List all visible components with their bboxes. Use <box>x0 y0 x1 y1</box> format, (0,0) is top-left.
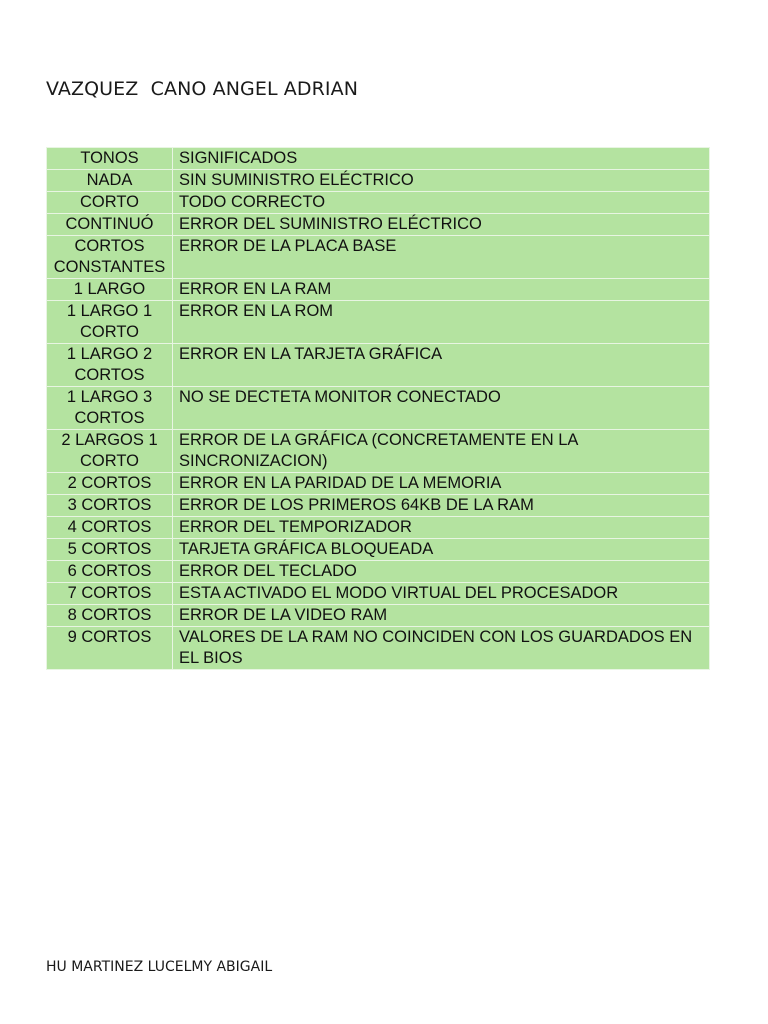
table-row <box>47 387 710 430</box>
tone-cell: 6 CORTOS <box>47 561 173 583</box>
table-row <box>47 301 710 344</box>
table-row <box>47 279 710 301</box>
tone-cell: 4 CORTOS <box>47 517 173 539</box>
meaning-cell: ESTA ACTIVADO EL MODO VIRTUAL DEL PROCESADOR <box>173 583 710 605</box>
table-row <box>47 561 710 583</box>
table-header-row <box>47 148 710 170</box>
header-significados: SIGNIFICADOS <box>173 148 710 170</box>
meaning-cell: ERROR DE LOS PRIMEROS 64KB DE LA RAM <box>173 495 710 517</box>
tone-cell: CORTO <box>47 192 173 214</box>
meaning-cell: ERROR EN LA ROM <box>173 301 710 344</box>
meaning-cell: TODO CORRECTO <box>173 192 710 214</box>
table-row <box>47 473 710 495</box>
meaning-cell: ERROR DEL SUMINISTRO ELÉCTRICO <box>173 214 710 236</box>
document-footer: HU MARTINEZ LUCELMY ABIGAIL <box>46 959 273 975</box>
table-row <box>47 495 710 517</box>
meaning-cell: ERROR DE LA PLACA BASE <box>173 236 710 279</box>
table-row <box>47 170 710 192</box>
meaning-cell: TARJETA GRÁFICA BLOQUEADA <box>173 539 710 561</box>
tone-cell: 1 LARGO 1 CORTO <box>47 301 173 344</box>
tone-cell: 1 LARGO <box>47 279 173 301</box>
tone-cell: 1 LARGO 2 CORTOS <box>47 344 173 387</box>
table-row <box>47 192 710 214</box>
tone-cell: 2 CORTOS <box>47 473 173 495</box>
table-row <box>47 214 710 236</box>
meaning-cell: ERROR DEL TEMPORIZADOR <box>173 517 710 539</box>
table-row <box>47 605 710 627</box>
table-row <box>47 430 710 473</box>
meaning-cell: ERROR DE LA VIDEO RAM <box>173 605 710 627</box>
tone-cell: 8 CORTOS <box>47 605 173 627</box>
meaning-cell: VALORES DE LA RAM NO COINCIDEN CON LOS GUARDADOS EN EL BIOS <box>173 627 710 670</box>
meaning-cell: ERROR EN LA TARJETA GRÁFICA <box>173 344 710 387</box>
table-row <box>47 539 710 561</box>
beep-codes-table-body <box>47 148 710 670</box>
table-row <box>47 236 710 279</box>
tone-cell: 2 LARGOS 1 CORTO <box>47 430 173 473</box>
meaning-cell: ERROR EN LA PARIDAD DE LA MEMORIA <box>173 473 710 495</box>
meaning-cell: ERROR DE LA GRÁFICA (CONCRETAMENTE EN LA SINCRONIZACION) <box>173 430 710 473</box>
tone-cell: 1 LARGO 3 CORTOS <box>47 387 173 430</box>
table-row <box>47 627 710 670</box>
table-row <box>47 344 710 387</box>
meaning-cell: NO SE DECTETA MONITOR CONECTADO <box>173 387 710 430</box>
header-tones: TONOS <box>47 148 173 170</box>
tone-cell: NADA <box>47 170 173 192</box>
document-title: VAZQUEZ CANO ANGEL ADRIAN <box>46 78 359 100</box>
tone-cell: 7 CORTOS <box>47 583 173 605</box>
tone-cell: CORTOS CONSTANTES <box>47 236 173 279</box>
meaning-cell: SIN SUMINISTRO ELÉCTRICO <box>173 170 710 192</box>
tone-cell: 9 CORTOS <box>47 627 173 670</box>
tone-cell: 5 CORTOS <box>47 539 173 561</box>
beep-codes-table <box>46 147 710 670</box>
table-row <box>47 583 710 605</box>
table-row <box>47 517 710 539</box>
tone-cell: 3 CORTOS <box>47 495 173 517</box>
tone-cell: CONTINUÓ <box>47 214 173 236</box>
meaning-cell: ERROR EN LA RAM <box>173 279 710 301</box>
meaning-cell: ERROR DEL TECLADO <box>173 561 710 583</box>
